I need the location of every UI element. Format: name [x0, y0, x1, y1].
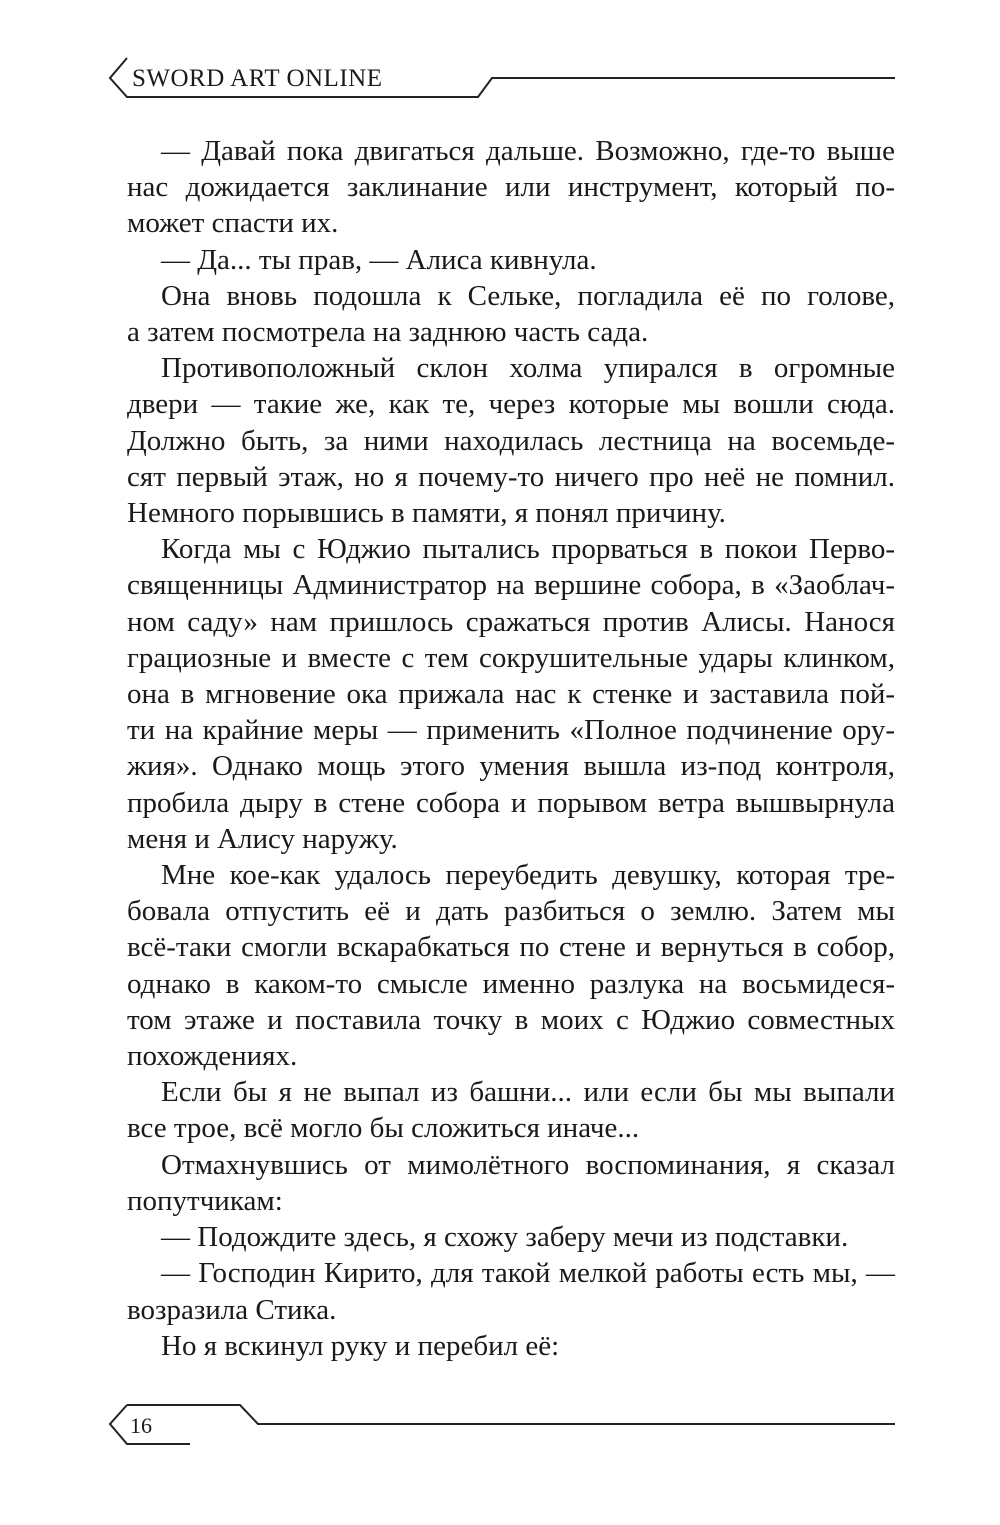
text-line: ти на крайние меры — применить «Полное подчинение ору-: [127, 714, 895, 747]
text-line: двери — такие же, как те, через которые мы вошли сюда.: [127, 388, 895, 421]
paragraph: [127, 1255, 895, 1327]
text-line: Противоположный склон холма упирался в огромные: [161, 352, 895, 385]
paragraph: [127, 1147, 895, 1219]
paragraph: [127, 278, 895, 350]
text-line: она в мгновение ока прижала нас к стенке и заставила пой-: [127, 678, 895, 711]
paragraph: [127, 1328, 895, 1364]
paragraph: [127, 1219, 895, 1255]
text-line: возразила Стика.: [127, 1293, 337, 1326]
text-line: сят первый этаж, но я почему-то ничего про неё не помнил.: [127, 460, 895, 493]
text-line: — Да... ты прав, — Алиса кивнула.: [161, 243, 597, 276]
paragraph: [127, 1074, 895, 1146]
text-line: пробила дыру в стене собора и порывом ветра вышвырнула: [127, 786, 895, 819]
running-header-title: SWORD ART ONLINE: [132, 65, 383, 92]
text-line: ном саду» нам пришлось сражаться против Алисы. Нанося: [127, 605, 895, 638]
paragraph: [127, 133, 895, 242]
text-line: Должно быть, за ними находилась лестница на восемьде-: [127, 424, 895, 457]
text-line: жия». Однако мощь этого умения вышла из-под контроля,: [127, 750, 895, 783]
text-line: Но я вскинул руку и перебил её:: [161, 1329, 560, 1362]
text-line: — Подождите здесь, я схожу заберу мечи из подставки.: [161, 1221, 849, 1254]
paragraph: [127, 242, 895, 278]
page-number: 16: [130, 1413, 152, 1438]
text-line: меня и Алису наружу.: [127, 822, 398, 855]
text-line: Если бы я не выпал из башни... или если бы мы выпали: [161, 1076, 895, 1109]
text-line: священницы Администратор на вершине собора, в «Заоблач-: [127, 569, 895, 602]
paragraph: [127, 350, 895, 531]
text-line: — Давай пока двигаться дальше. Возможно, где-то выше: [161, 135, 895, 167]
text-line: нас дожидается заклинание или инструмент, который по-: [127, 171, 895, 204]
text-line: все трое, всё могло бы сложиться иначе...: [127, 1112, 640, 1145]
text-line: Мне кое-как удалось переубедить девушку, которая тре-: [161, 859, 895, 892]
text-line: похождениях.: [127, 1040, 298, 1073]
text-line: том этаже и поставила точку в моих с Юджио совместных: [127, 1003, 895, 1036]
text-line: Когда мы с Юджио пытались прорваться в покои Перво-: [161, 533, 895, 566]
text-line: Отмахнувшись от мимолётного воспоминания, я сказал: [161, 1148, 895, 1181]
paragraph: [127, 857, 895, 1074]
text-line: Немного порывшись в памяти, я понял причину.: [127, 497, 726, 530]
text-line: а затем посмотрела на заднюю часть сада.: [127, 316, 649, 349]
text-line: может спасти их.: [127, 207, 339, 240]
text-line: однако в каком-то смысле именно разлука на восьмидеся-: [127, 967, 895, 1000]
text-line: грациозные и вместе с тем сокрушительные удары клинком,: [127, 641, 895, 674]
text-line: всё-таки смогли вскарабкаться по стене и вернуться в собор,: [127, 931, 895, 964]
paragraph: [127, 531, 895, 857]
text-line: Она вновь подошла к Сельке, погладила её по голове,: [161, 279, 895, 312]
text-line: попутчикам:: [127, 1184, 283, 1217]
page-body: [127, 133, 895, 1364]
text-line: — Господин Кирито, для такой мелкой работы есть мы, —: [161, 1257, 895, 1290]
text-line: бовала отпустить её и дать разбиться о землю. Затем мы: [127, 895, 895, 928]
